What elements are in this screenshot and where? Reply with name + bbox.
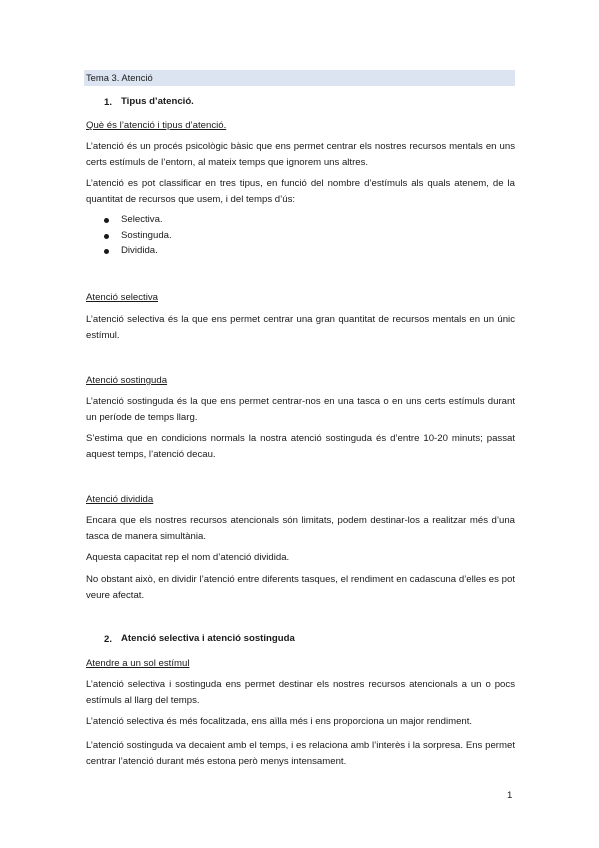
section2-title: Atenció selectiva i atenció sostinguda	[121, 633, 295, 644]
sostinguda-heading: Atenció sostinguda	[86, 375, 168, 386]
section2-paragraph-1: L’atenció selectiva i sostinguda ens permet destinar els nostres recursos atencionals a un o pocs estímuls al llarg del temps.	[86, 679, 515, 706]
sostinguda-paragraph-1: L’atenció sostinguda és la que ens permet centrar-nos en una tasca o en uns certs estímuls durant un període de temps llarg.	[86, 396, 515, 423]
section2-subtitle: Atendre a un sol estímul	[86, 658, 190, 669]
section1-paragraph-1: L’atenció és un procés psicològic bàsic que ens permet centrar els nostres recursos mentals en uns certs estímuls de l’entorn, al mateix temps que ignorem uns altres.	[86, 141, 515, 168]
section2-paragraph-3: L’atenció sostinguda va decaient amb el temps, i es relaciona amb l’interès i la sorpresa. Ens permet centrar l’atenció durant més estona però menys intensament.	[86, 740, 515, 767]
section1-paragraph-2: L’atenció es pot classificar en tres tipus, en funció del nombre d’estímuls als quals atenem, de la quantitat de recursos que usem, i del temps d’ús:	[86, 178, 515, 205]
dividida-paragraph-3: No obstant això, en dividir l’atenció entre diferents tasques, el rendiment en cadascuna d’elles es pot veure afectat.	[86, 574, 515, 601]
bullet-dot	[104, 218, 109, 223]
section2-paragraph-2: L’atenció selectiva és més focalitzada, ens aïlla més i ens proporciona un major rendiment.	[86, 716, 473, 727]
bullet-item-sostinguda: Sostinguda.	[121, 230, 172, 241]
header-bar	[84, 70, 515, 86]
dividida-heading: Atenció dividida	[86, 494, 154, 505]
dividida-paragraph-2: Aquesta capacitat rep el nom d’atenció dividida.	[86, 552, 290, 563]
bullet-item-selectiva: Selectiva.	[121, 214, 163, 225]
page-number: 1	[507, 790, 513, 801]
selectiva-heading: Atenció selectiva	[86, 292, 158, 303]
bullet-dot	[104, 234, 109, 239]
sostinguda-paragraph-2: S’estima que en condicions normals la nostra atenció sostinguda és d’entre 10-20 minuts; passat aquest temps, l’atenció decau.	[86, 433, 515, 460]
header-label: Tema 3. Atenció	[86, 72, 153, 83]
section1-number: 1.	[104, 97, 113, 108]
section1-title: Tipus d’atenció.	[121, 96, 194, 107]
section1-subtitle: Què és l’atenció i tipus d’atenció.	[86, 120, 227, 131]
section2-number: 2.	[104, 634, 113, 645]
selectiva-paragraph: L’atenció selectiva és la que ens permet centrar una gran quantitat de recursos mentals en un únic estímul.	[86, 314, 515, 341]
bullet-dot	[104, 249, 109, 254]
dividida-paragraph-1: Encara que els nostres recursos atencionals són limitats, podem destinar-los a realitzar més d’una tasca de manera simultània.	[86, 515, 515, 542]
bullet-item-dividida: Dividida.	[121, 245, 158, 256]
